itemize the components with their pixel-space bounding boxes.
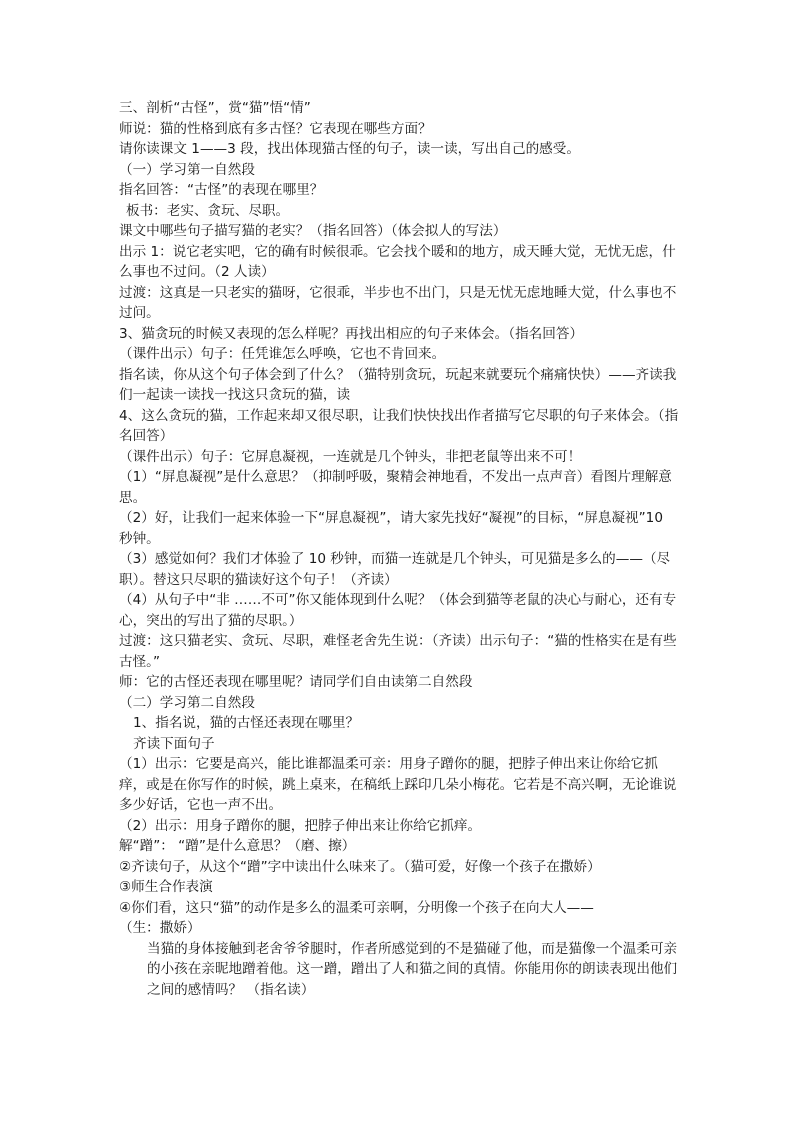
section-heading: 三、剖析“古怪”，赏“猫”悟“情” xyxy=(119,100,311,116)
paragraph: ③师生合作表演 xyxy=(119,879,213,895)
paragraph: 4、这么贪玩的猫，工作起来却又很尽职，让我们快快找出作者描写它尽职的句子来体会。（指名回答） xyxy=(119,407,679,444)
paragraph: 过渡：这真是一只老实的猫呀，它很乖，半步也不出门，只是无忧无虑地睡大觉，什么事也不过问。 xyxy=(119,284,677,321)
paragraph: ②齐读句子，从这个“蹭”字中读出什么味来了。（猫可爱，好像一个孩子在撒娇） xyxy=(119,858,601,875)
paragraph: 过渡：这只猫老实、贪玩、尽职，难怪老舍先生说：（齐读）出示句子：“猫的性格实在是有些古怪。” xyxy=(119,633,677,670)
paragraph: 指名回答：“古怪”的表现在哪里？ xyxy=(119,182,324,198)
paragraph: （3）感觉如何？我们才体验了 10 秒钟，而猫一连就是几个钟头，可见猫是多么的——（尽职）。替这只尽职的猫读好这个句子！（齐读） xyxy=(119,551,671,588)
paragraph: 当猫的身体接触到老舍爷爷腿时，作者所感觉到的不是猫碰了他，而是猫像一个温柔可亲的小孩在亲昵地蹭着他。这一蹭，蹭出了人和猫之间的真情。你能用你的朗读表现出他们之间的感情吗？ （指名读） xyxy=(147,940,678,998)
paragraph: （课件出示）句子：它屏息凝视，一连就是几个钟头，非把老鼠等出来不可！ xyxy=(119,448,582,465)
paragraph: 指名读，你从这个句子体会到了什么？（猫特别贪玩，玩起来就要玩个痛痛快快）——齐读我们一起读一读找一找这只贪玩的猫，读 xyxy=(119,366,677,403)
paragraph: （课件出示）句子：任凭谁怎么呼唤，它也不肯回来。 xyxy=(119,346,446,362)
paragraph: 1、指名说，猫的古怪还表现在哪里？ xyxy=(133,715,360,731)
paragraph: （2）好，让我们一起来体验一下“屏息凝视”，请大家先找好“凝视”的目标，“屏息凝视”10 秒钟。 xyxy=(119,510,663,547)
paragraph: 解“蹭”： “蹭”是什么意思？（磨、擦） xyxy=(119,838,356,854)
subsection-heading: （二）学习第二自然段 xyxy=(119,694,255,711)
paragraph: 师：它的古怪还表现在哪里呢？请同学们自由读第二自然段 xyxy=(119,674,473,690)
paragraph: （生：撒娇） xyxy=(119,920,201,936)
paragraph: 齐读下面句子 xyxy=(133,735,215,752)
subsection-heading: （一）学习第一自然段 xyxy=(119,161,255,178)
paragraph: 师说：猫的性格到底有多古怪？它表现在哪些方面？ xyxy=(119,120,432,137)
paragraph: （4）从句子中“非 ……不可”你又能体现到什么呢？（体会到猫等老鼠的决心与耐心，还有专心，突出的写出了猫的尽职。） xyxy=(119,592,677,629)
document-page xyxy=(119,98,679,1000)
paragraph: 3、猫贪玩的时候又表现的怎么样呢？再找出相应的句子来体会。（指名回答） xyxy=(119,325,584,342)
paragraph: （1）“屏息凝视”是什么意思？（抑制呼吸，聚精会神地看，不发出一点声音）看图片理解意思。 xyxy=(119,469,672,506)
paragraph: （1）出示：它要是高兴，能比谁都温柔可亲：用身子蹭你的腿，把脖子伸出来让你给它抓痒，或是在你写作的时候，跳上桌来，在稿纸上踩印几朵小梅花。它若是不高兴啊，无论谁说多少好话，它也一声不出。 xyxy=(119,756,677,813)
paragraph: 出示 1：说它老实吧，它的确有时候很乖。它会找个暖和的地方，成天睡大觉，无忧无虑，什么事也不过问。（2 人读） xyxy=(119,243,676,280)
paragraph: ④你们看，这只“猫”的动作是多么的温柔可亲啊，分明像一个孩子在向大人—— xyxy=(119,899,594,916)
paragraph: 板书：老实、贪玩、尽职。 xyxy=(126,202,290,219)
paragraph: 课文中哪些句子描写猫的老实？（指名回答）（体会拟人的写法） xyxy=(119,223,507,239)
paragraph: （2）出示：用身子蹭你的腿，把脖子伸出来让你给它抓痒。 xyxy=(119,817,482,834)
paragraph: 请你读课文 1——3 段，找出体现猫古怪的句子，读一读，写出自己的感受。 xyxy=(119,141,580,157)
